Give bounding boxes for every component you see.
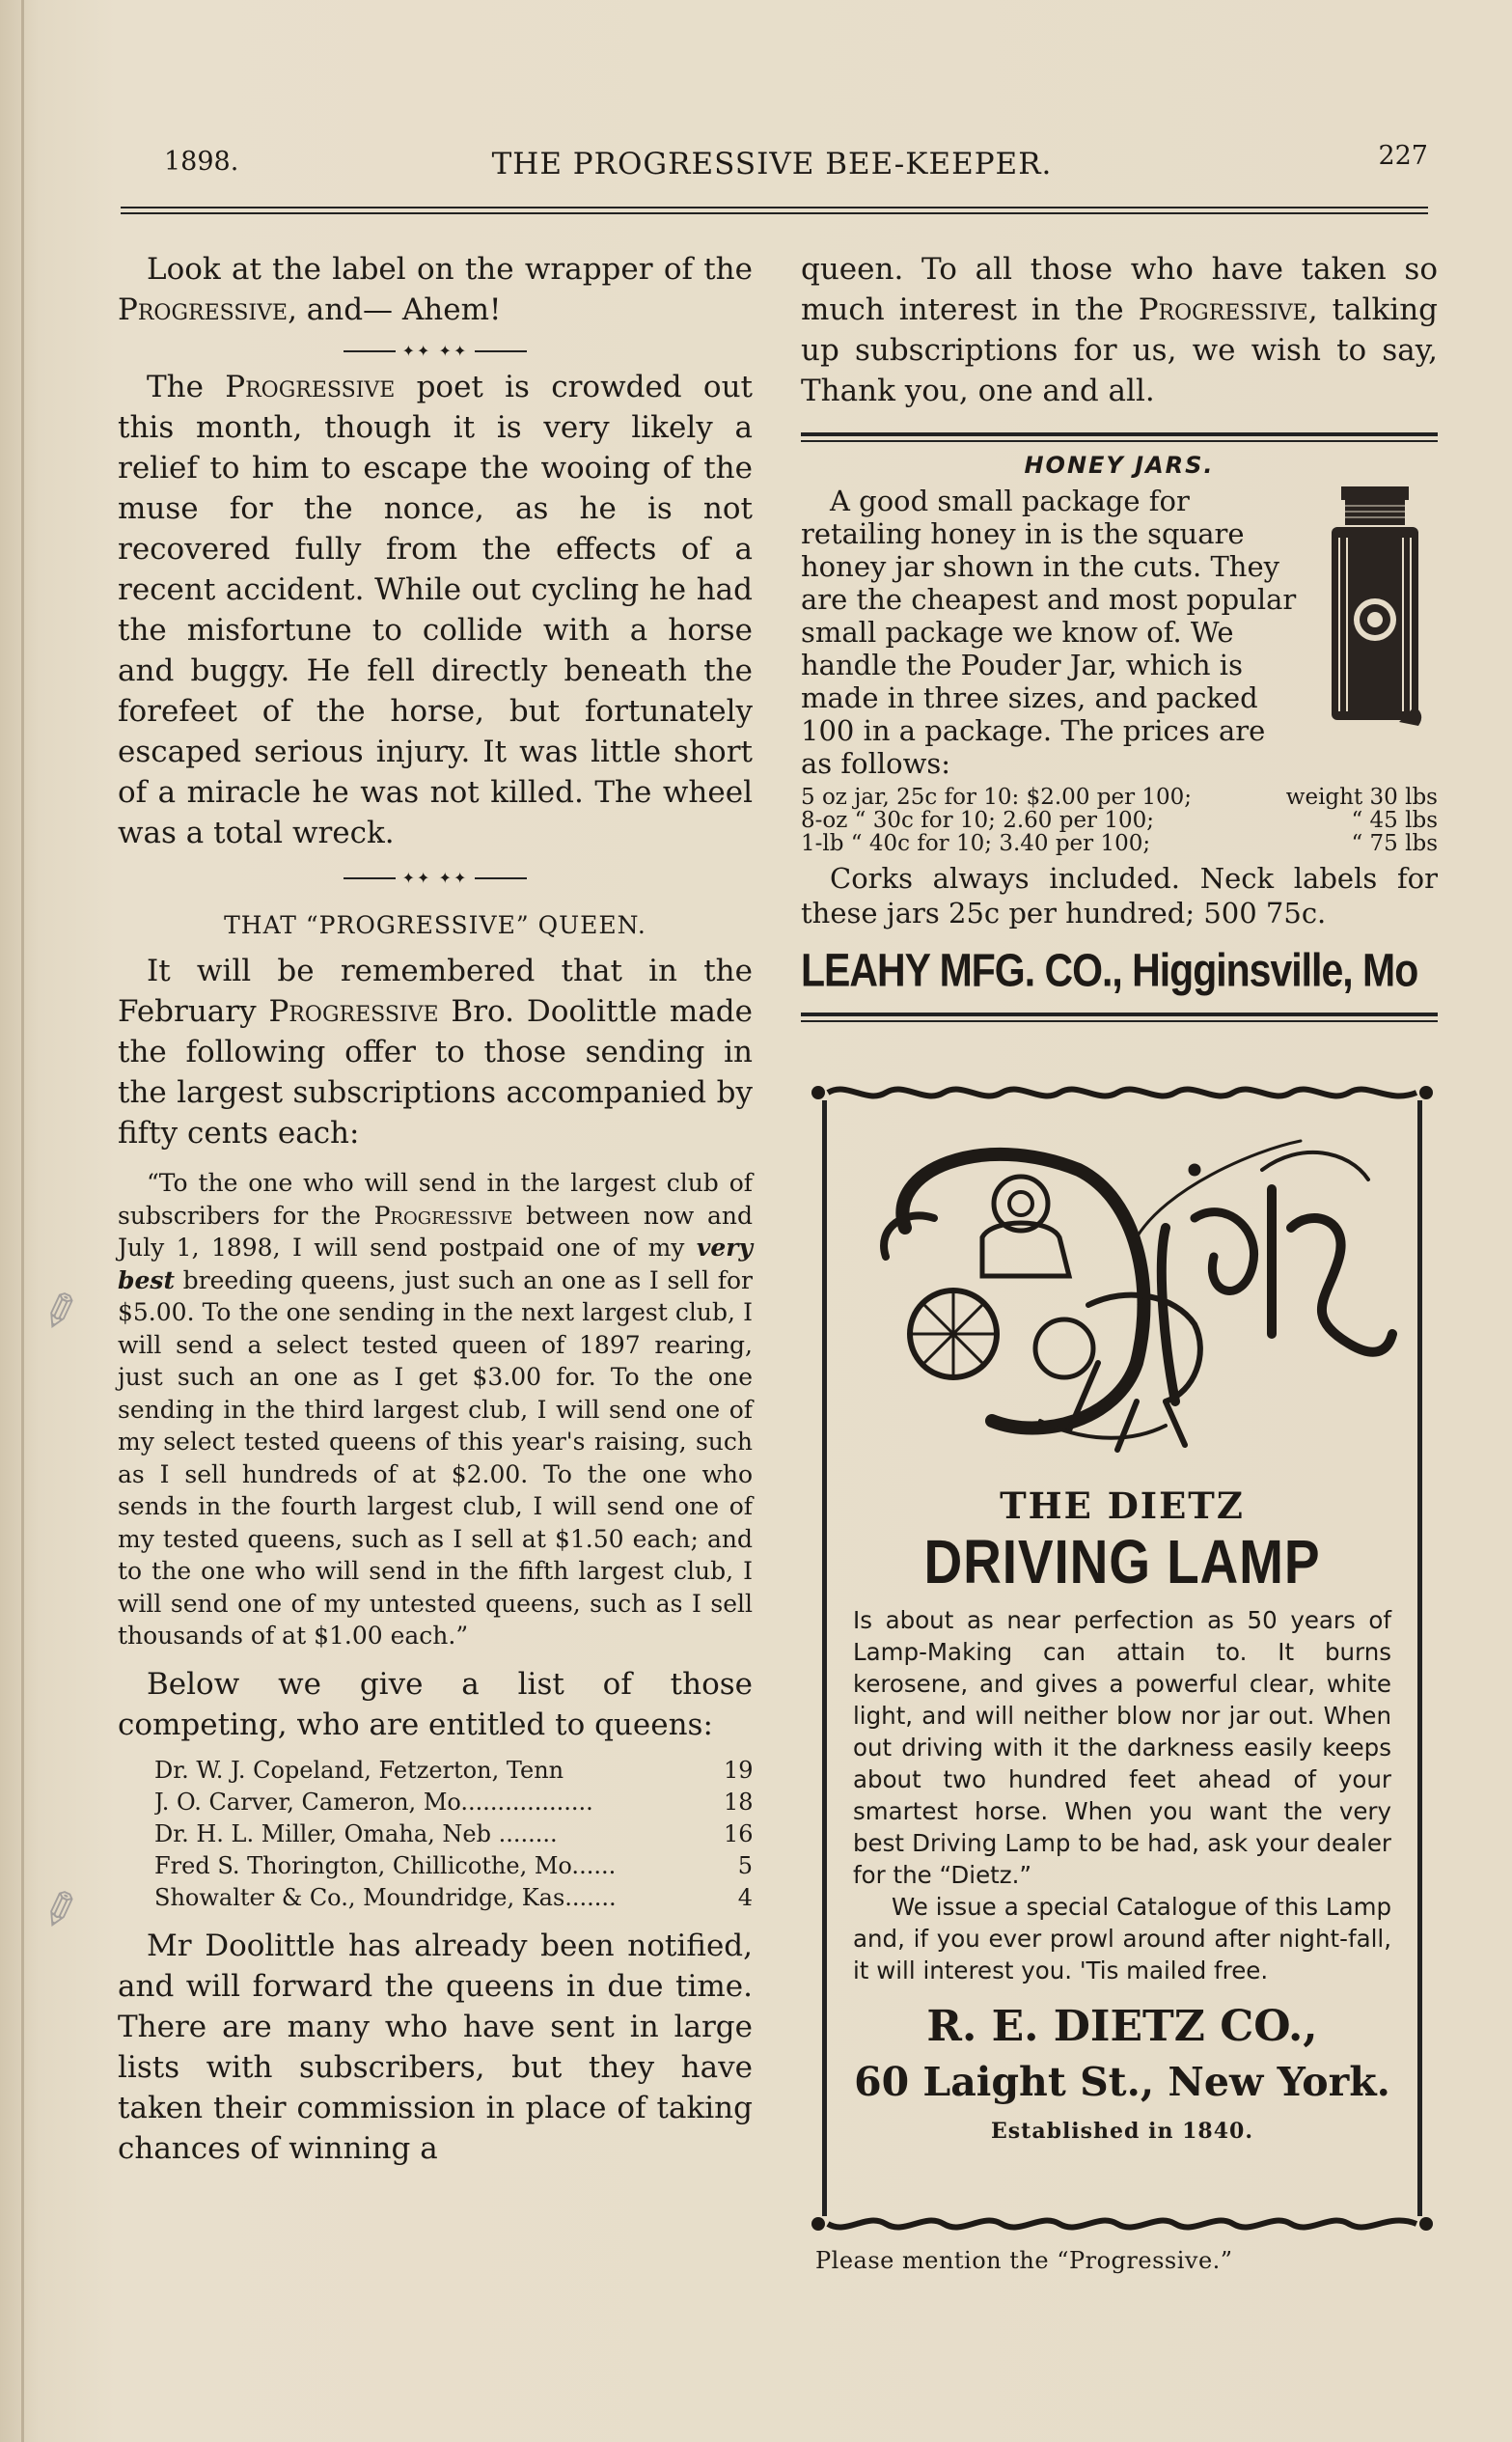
competitor-count: 5 [737,1851,753,1879]
competitor-count: 16 [724,1819,754,1847]
ad-company: R. E. DIETZ CO., [926,2002,1318,2051]
right-column [801,249,1438,1022]
competitor-list [118,1755,753,1914]
ornamental-border-top [809,1083,1436,1102]
competitor-count: 18 [724,1788,754,1816]
price-row [801,786,1438,809]
price-detail: 8-oz “ 30c for 10; 2.60 per 100; [801,808,1155,833]
price-weight: weight 30 lbs [1285,785,1438,810]
competitor-row [118,1818,753,1850]
running-header [116,141,1428,195]
competitor-name: Dr. H. L. Miller, Omaha, Neb ........ [154,1819,558,1847]
competitor-row [118,1787,753,1818]
dietz-logo-illustration [847,1112,1397,1479]
honey-jars-ad [801,485,1438,780]
leahy-advertiser: LEAHY MFG. CO., Higginsville, Mo [801,944,1418,997]
price-row [801,809,1438,832]
corks-note: Corks always included. Neck labels for these jars 25c per hundred; 500 75c. [801,862,1438,930]
binding-gutter [21,0,24,2442]
ad-heading-large: DRIVING LAMP [923,1527,1321,1596]
honey-jar-icon [1322,485,1428,735]
script-logo-text: Dietz [1137,1305,1140,1306]
competitor-row [118,1882,753,1914]
price-detail: 1-lb “ 40c for 10; 3.40 per 100; [801,831,1151,856]
horse-carriage-illustration [847,1112,1397,1479]
honey-jars-text: A good small package for retailing honey in is the square honey jar shown in the cuts. They are the cheapest and most popular small package we know of. We handle the Pouder Jar, which is made in three sizes, and packed 100 in a package. The prices are as follows: [801,485,1297,780]
competitor-name: J. O. Carver, Cameron, Mo.................. [154,1788,593,1816]
price-weight: “ 75 lbs [1351,831,1438,856]
pencil-mark: ✎ [25,1881,91,1937]
price-detail: 5 oz jar, 25c for 10: $2.00 per 100; [801,785,1193,810]
price-weight: “ 45 lbs [1351,808,1438,833]
thank-you-paragraph: queen. To all those who have taken so much interest in the Progressive, talking up subscriptions for us, we wish to say, Thank you, one and all. [801,252,1438,408]
competitor-count: 19 [724,1756,754,1784]
competitor-count: 4 [737,1883,753,1911]
ad-heading-small: THE DIETZ [1000,1485,1245,1527]
header-title: THE PROGRESSIVE BEE-KEEPER. [491,147,1053,181]
ornament-divider: ✦✦ ✦✦ [118,863,753,892]
section-rule [801,432,1438,442]
competitors-intro: Below we give a list of those competing, who are entitled to queens: [118,1666,753,1742]
section-heading: THAT “PROGRESSIVE” QUEEN. [224,911,646,939]
competitor-name: Dr. W. J. Copeland, Fetzerton, Tenn [154,1756,564,1784]
ornament-divider: ✦✦ ✦✦ [118,336,753,365]
ad-established: Established in 1840. [991,2119,1253,2144]
ad-description: Is about as near perfection as 50 years of Lamp-Making can attain to. It burns kerosene, and gives a powerful clear, white light, and will neither blow nor jar out. When out driving with it the darkness easily keeps about two hundred feet ahead of your smartest horse. When you want the very best Driving Lamp to be had, ask your dealer for the “Dietz.” [853,1606,1391,1889]
ad-address: 60 Laight St., New York. [854,2059,1390,2105]
price-row [801,832,1438,855]
offer-quote: “To the one who will send in the largest club of subscribers for the Progressive between now and July 1, 1898, I will send postpaid one of my very best breeding queens, just such an one as I sell for $5.00. To the one sending in the next largest club, I will send a select tested queen of 1897 rearing, just such an one as I get $3.00 for. To the one sending in the third largest club, I will send one of my select tested queens of this year's raising, such as I sell hundreds of at $2.00. To the one who sends in the fourth largest club, I will send one of my tested queens, such as I sell at $1.50 each; and to the one who will send in the fifth largest club, I will send one of my untested queens, such as I sell thousands of at $1.00 each.” [118,1169,753,1650]
competitor-row [118,1850,753,1882]
ornamental-border-bottom [809,2214,1436,2234]
competitor-name: Fred S. Thorington, Chillicothe, Mo...... [154,1851,617,1879]
honey-jars-heading: HONEY JARS. [1024,452,1215,479]
left-column [118,249,753,2169]
price-list [801,786,1438,855]
closing-paragraph: Mr Doolittle has already been notified, and will forward the queens in due time. There are many who have sent in large lists with subscribers, but they have taken their commission in place of taking chances of winning a [118,1928,753,2166]
header-rule [121,207,1428,214]
ad-catalogue-note: We issue a special Catalogue of this Lamp and, if you ever prowl around after night-fall, it will interest you. 'Tis mailed free. [853,1893,1391,1984]
competitor-name: Showalter & Co., Moundridge, Kas....... [154,1883,617,1911]
competitor-row [118,1755,753,1787]
dietz-lamp-advertisement [809,1083,1436,2234]
footer-note: Please mention the “Progressive.” [815,2247,1233,2274]
page-number: 227 [1378,141,1428,171]
ad-content [847,1112,1397,2144]
label-note-paragraph: Look at the label on the wrapper of the Progressive, and— Ahem! [118,252,753,327]
poet-paragraph: The Progressive poet is crowded out this month, though it is very likely a relief to him to escape the wooing of the muse for the nonce, as he is not recovered fully from the effects of a recent accident. While out cycling he had the misfortune to collide with a horse and buggy. He fell directly beneath the forefeet of the horse, but fortunately escaped serious injury. It was little short of a miracle he was not killed. The wheel was a total wreck. [118,370,753,850]
header-year: 1898. [164,147,239,177]
section-rule [801,1013,1438,1022]
pencil-mark: ✎ [25,1283,91,1339]
offer-intro-paragraph: It will be remembered that in the February Progressive Bro. Doolittle made the following offer to those sending in the largest subscriptions accompanied by fifty cents each: [118,954,753,1151]
